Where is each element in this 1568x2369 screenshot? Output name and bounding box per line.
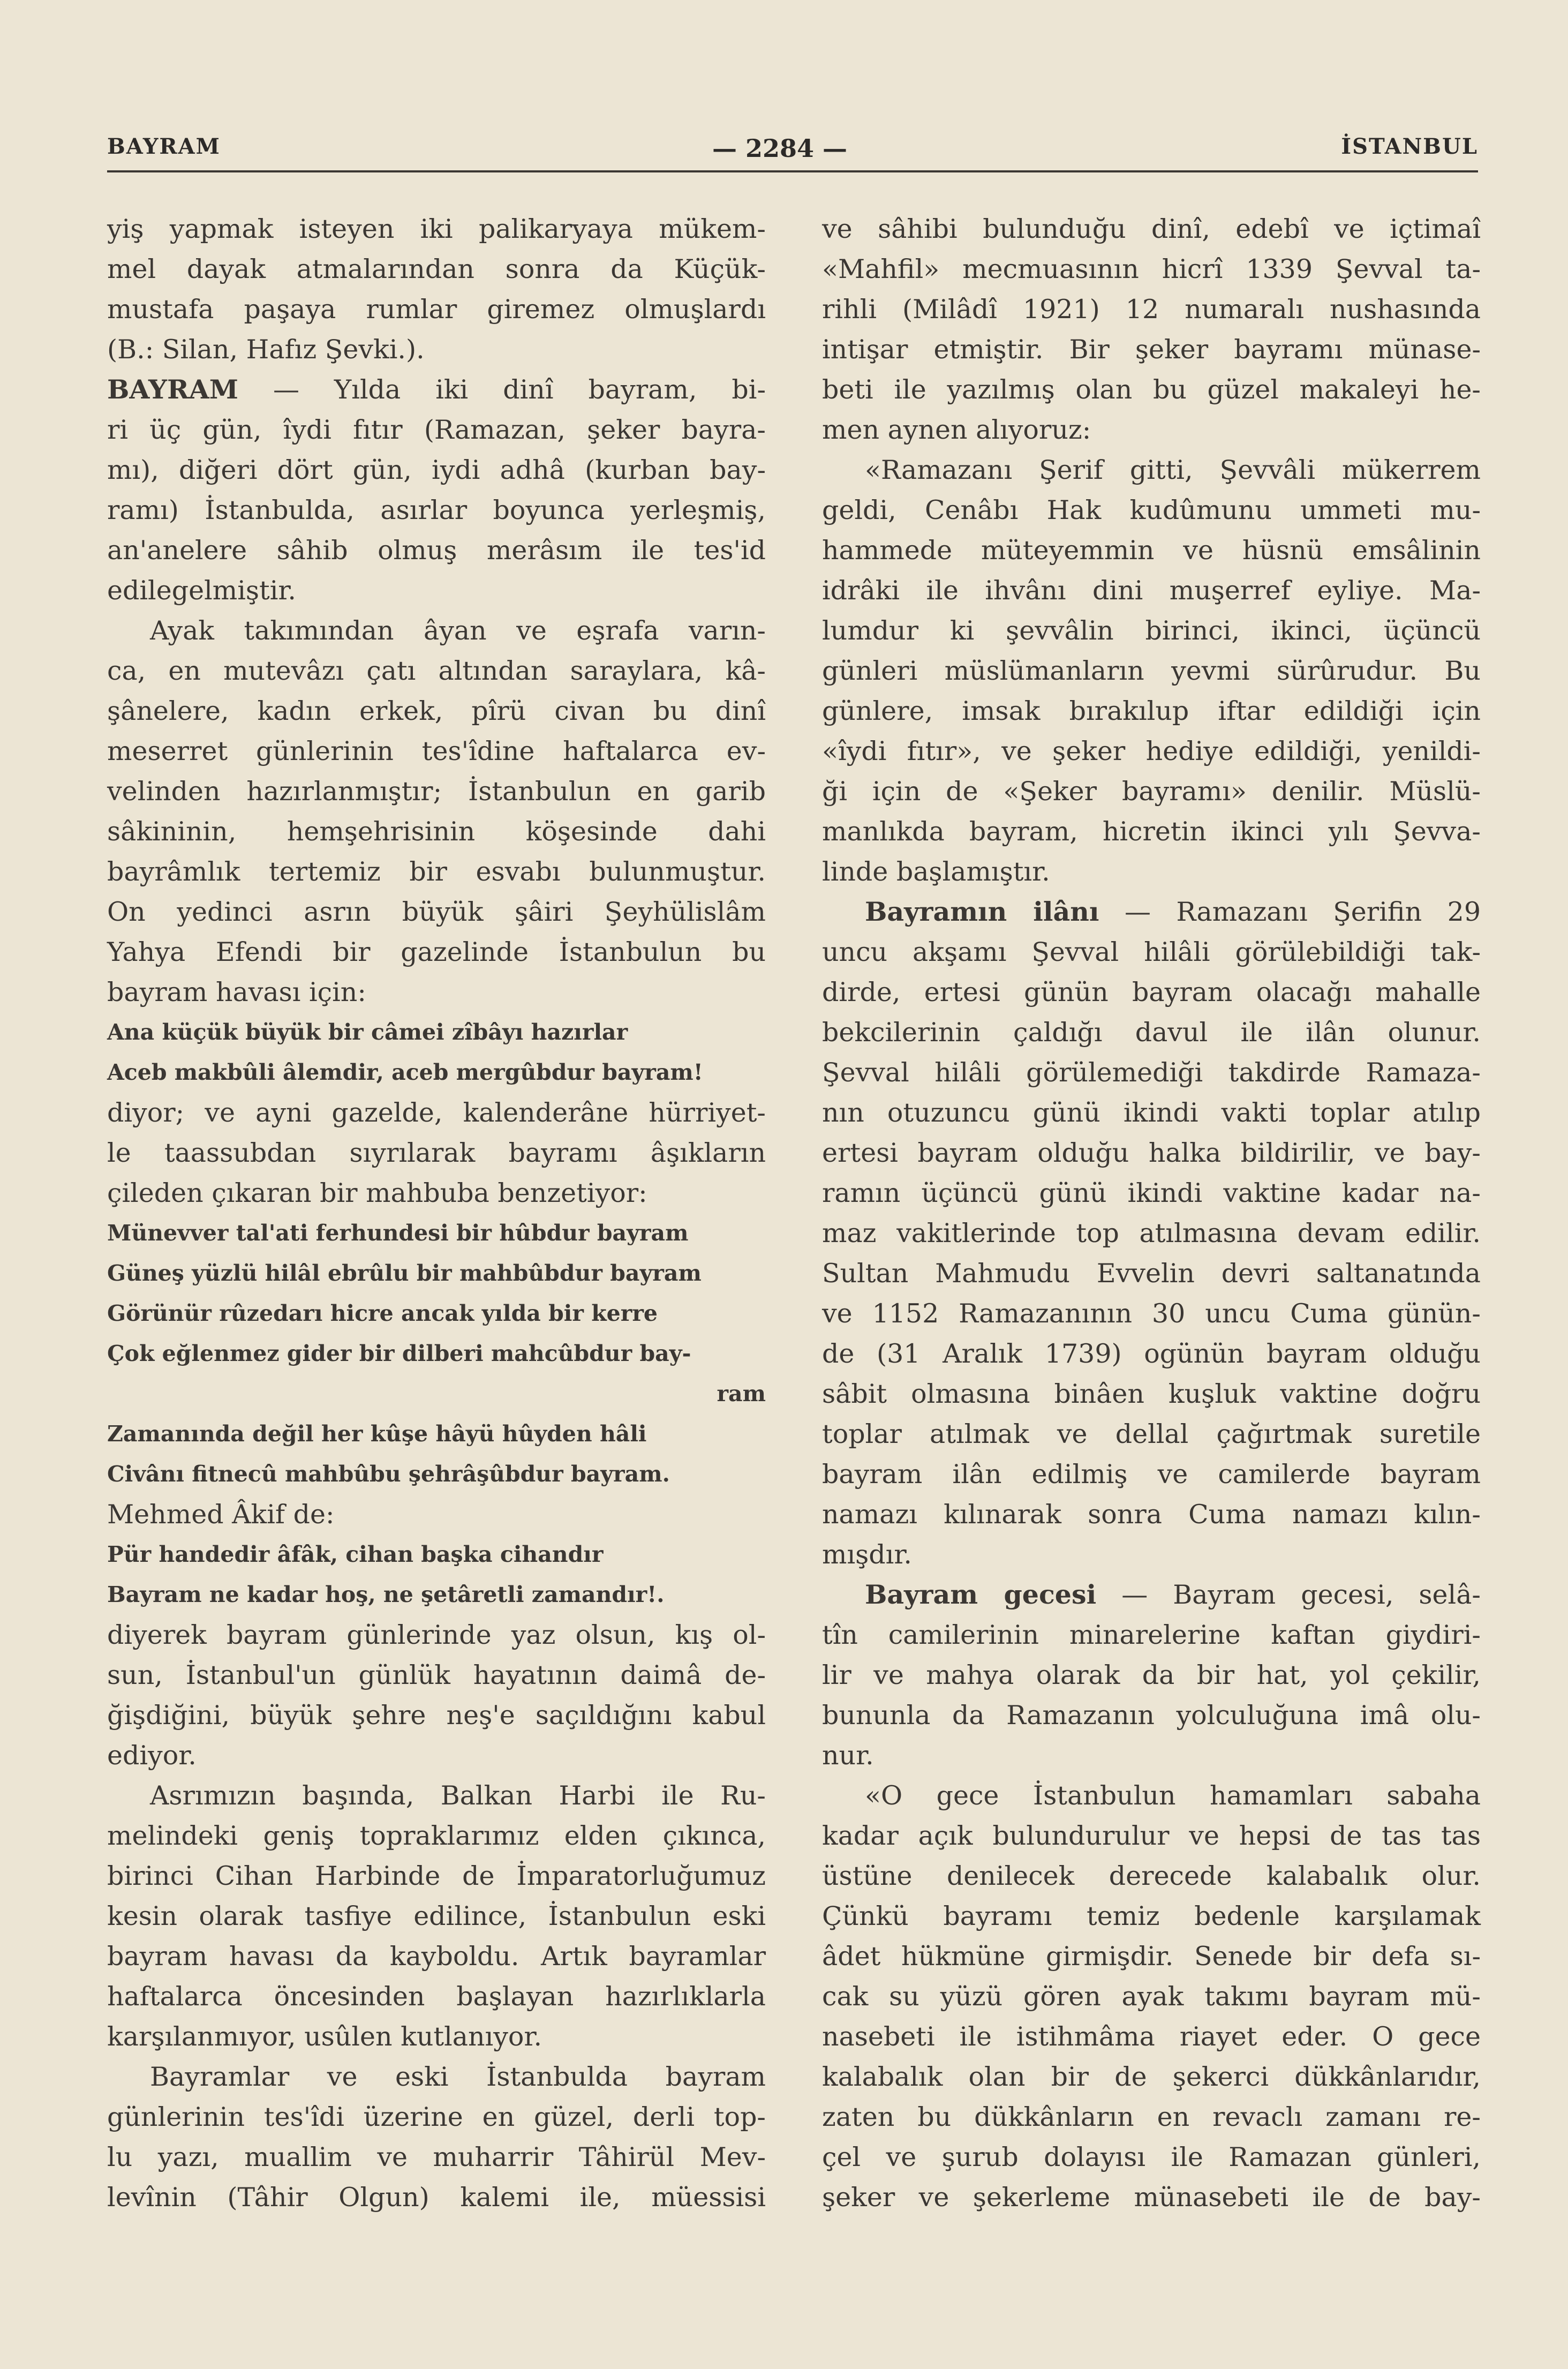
text-line <box>107 1615 766 1655</box>
line-text: «îydi fıtır», ve şeker hediye edildiği, yenildi- <box>822 736 1481 766</box>
line-text: Ayak takımından âyan ve eşrafa varın- <box>150 615 766 646</box>
line-text: diyor; ve ayni gazelde, kalenderâne hürriyet- <box>107 1097 766 1128</box>
line-text: nur. <box>822 1740 874 1771</box>
text-line <box>822 1816 1481 1856</box>
line-text: le taassubdan sıyrılarak bayramı âşıkların <box>107 1138 766 1168</box>
text-line <box>822 249 1481 289</box>
line-text: çel ve şurub dolayısı ile Ramazan günleri, <box>822 2142 1481 2172</box>
line-text: Güneş yüzlü hilâl ebrûlu bir mahbûbdur bayram <box>107 1260 702 1286</box>
text-line <box>822 1896 1481 1936</box>
text-line <box>822 2057 1481 2097</box>
line-text: velinden hazırlanmıştır; İstanbulun en garib <box>107 776 766 807</box>
header-publication-title: İSTANBUL <box>1341 134 1478 159</box>
page-number: — 2284 — <box>712 134 848 163</box>
text-line <box>822 1052 1481 1093</box>
line-text: nasebeti ile istihmâma riayet eder. O gece <box>822 2021 1481 2052</box>
text-line <box>107 2137 766 2177</box>
text-line <box>822 570 1481 611</box>
text-line <box>107 329 766 370</box>
text-line <box>822 1374 1481 1414</box>
line-text: şeker ve şekerleme münasebeti ile de bay- <box>822 2182 1481 2213</box>
text-line <box>107 2057 766 2097</box>
section-heading: Bayramın ilânı <box>865 896 1099 927</box>
text-line <box>107 691 766 731</box>
line-text: Ana küçük büyük bir câmei zîbâyı hazırlar <box>107 1019 628 1045</box>
text-line <box>107 611 766 651</box>
line-text: levînin (Tâhir Olgun) kalemi ile, müessisi <box>107 2182 766 2213</box>
line-text: ve 1152 Ramazanının 30 uncu Cuma günün- <box>822 1298 1481 1329</box>
line-text: cak su yüzü gören ayak takımı bayram mü- <box>822 1981 1481 2012</box>
text-line <box>822 2017 1481 2057</box>
text-line <box>822 1735 1481 1776</box>
text-line <box>107 811 766 852</box>
line-text: linde başlamıştır. <box>822 856 1050 887</box>
line-text: melindeki geniş topraklarımız elden çıkınca, <box>107 1821 766 1851</box>
text-line <box>822 1334 1481 1374</box>
text-line <box>822 611 1481 651</box>
line-text: Mehmed Âkif de: <box>107 1499 335 1530</box>
text-line <box>107 1976 766 2017</box>
text-line <box>822 530 1481 570</box>
line-text: manlıkda bayram, hicretin ikinci yılı Şevva- <box>822 816 1481 847</box>
text-line <box>822 1936 1481 1976</box>
text-line <box>107 570 766 611</box>
text-line <box>822 2097 1481 2137</box>
line-text: Yahya Efendi bir gazelinde İstanbulun bu <box>107 937 766 967</box>
text-line <box>822 731 1481 771</box>
text-line <box>107 1896 766 1936</box>
line-text: «Ramazanı Şerif gitti, Şevvâli mükerrem <box>865 455 1481 485</box>
line-text: ediyor. <box>107 1740 197 1771</box>
text-line <box>822 1575 1481 1615</box>
line-text: On yedinci asrın büyük şâiri Şeyhülislâm <box>107 897 766 927</box>
line-text: meserret günlerinin tes'îdine haftalarca ev- <box>107 736 766 766</box>
text-line <box>107 1655 766 1695</box>
verse-line <box>107 1334 766 1374</box>
line-text: «O gece İstanbulun hamamları sabaha <box>865 1780 1481 1811</box>
text-line <box>107 2177 766 2217</box>
text-line <box>822 1414 1481 1454</box>
text-line <box>107 1133 766 1173</box>
text-line <box>107 932 766 972</box>
text-line <box>107 651 766 691</box>
line-text: mı), diğeri dört gün, iydi adhâ (kurban bay- <box>107 455 766 485</box>
line-text: de (31 Aralık 1739) ogünün bayram olduğu <box>822 1338 1481 1369</box>
line-text: lu yazı, muallim ve muharrir Tâhirül Mev- <box>107 2142 766 2172</box>
text-line <box>822 289 1481 329</box>
line-text: — Bayram gecesi, selâ- <box>1096 1580 1481 1610</box>
line-text: Asrımızın başında, Balkan Harbi ile Ru- <box>150 1780 766 1811</box>
line-text: diyerek bayram günlerinde yaz olsun, kış ol- <box>107 1620 766 1650</box>
line-text: şânelere, kadın erkek, pîrü civan bu dinî <box>107 696 766 726</box>
text-line <box>822 892 1481 932</box>
line-text: mel dayak atmalarından sonra da Küçük- <box>107 254 766 284</box>
line-text: günlerinin tes'îdi üzerine en güzel, derli top- <box>107 2102 766 2132</box>
text-line <box>107 1735 766 1776</box>
text-line <box>107 490 766 530</box>
text-line <box>107 2017 766 2057</box>
line-text: hammede müteyemmin ve hüsnü emsâlinin <box>822 535 1481 566</box>
line-text: birinci Cihan Harbinde de İmparatorluğumuz <box>107 1861 766 1891</box>
text-line <box>822 1856 1481 1896</box>
line-text: ertesi bayram olduğu halka bildirilir, ve bay- <box>822 1138 1481 1168</box>
line-text: ği için de «Şeker bayramı» denilir. Müslü- <box>822 776 1481 807</box>
verse-line <box>107 1253 766 1293</box>
line-text: «Mahfil» mecmuasının hicrî 1339 Şevval ta- <box>822 254 1481 284</box>
text-line <box>822 1976 1481 2017</box>
line-text: kadar açık bulundurulur ve hepsi de tas tas <box>822 1821 1481 1851</box>
line-text: bayrâmlık tertemiz bir esvabı bulunmuştur. <box>107 856 766 887</box>
line-text: mışdır. <box>822 1539 912 1570</box>
line-text: maz vakitlerinde top atılmasına devam edilir. <box>822 1218 1481 1249</box>
line-text: Görünür rûzedarı hicre ancak yılda bir kerre <box>107 1300 658 1326</box>
line-text: rihli (Milâdî 1921) 12 numaralı nushasında <box>822 294 1481 325</box>
verse-line <box>107 1052 766 1093</box>
text-line <box>822 1494 1481 1535</box>
text-line <box>822 1776 1481 1816</box>
text-line <box>822 1133 1481 1173</box>
text-line <box>822 410 1481 450</box>
line-text: intişar etmiştir. Bir şeker bayramı münase- <box>822 334 1481 365</box>
line-text: Bayramlar ve eski İstanbulda bayram <box>150 2062 766 2092</box>
line-text: uncu akşamı Şevval hilâli görülebildiği tak- <box>822 937 1481 967</box>
text-line <box>107 771 766 811</box>
line-text: sâkininin, hemşehrisinin köşesinde dahi <box>107 816 766 847</box>
line-text: Pür handedir âfâk, cihan başka cihandır <box>107 1541 604 1567</box>
right-text-column <box>822 209 1481 2217</box>
line-text: yiş yapmak isteyen iki palikaryaya mükem- <box>107 214 766 244</box>
line-text: tîn camilerinin minarelerine kaftan giydiri- <box>822 1620 1481 1650</box>
section-heading: BAYRAM <box>107 374 238 405</box>
text-line <box>822 1695 1481 1735</box>
text-line <box>822 1454 1481 1494</box>
line-text: Aceb makbûli âlemdir, aceb mergûbdur bayram! <box>107 1059 703 1085</box>
line-text: sun, İstanbul'un günlük hayatının daimâ de- <box>107 1660 766 1690</box>
text-line <box>822 972 1481 1012</box>
line-text: ve sâhibi bulunduğu dinî, edebî ve içtimaî <box>822 214 1481 244</box>
text-line <box>822 1655 1481 1695</box>
text-line <box>107 2097 766 2137</box>
line-text: Çok eğlenmez gider bir dilberi mahcûbdur bay- <box>107 1341 691 1366</box>
line-text: Münevver tal'ati ferhundesi bir hûbdur bayram <box>107 1220 689 1246</box>
text-line <box>822 651 1481 691</box>
verse-line <box>107 1414 766 1454</box>
line-text: Şevval hilâli görülemediği takdirde Ramaza- <box>822 1057 1481 1088</box>
text-line <box>822 1293 1481 1334</box>
line-text: ca, en mutevâzı çatı altından saraylara, kâ- <box>107 656 766 686</box>
text-line <box>107 249 766 289</box>
line-text: bayram ilân edilmiş ve camilerde bayram <box>822 1459 1481 1490</box>
text-line <box>107 892 766 932</box>
line-text: namazı kılınarak sonra Cuma namazı kılın- <box>822 1499 1481 1530</box>
verse-line <box>107 1213 766 1253</box>
line-text: mustafa paşaya rumlar giremez olmuşlardı <box>107 294 766 325</box>
verse-line <box>107 1012 766 1052</box>
line-text: bayram havası da kayboldu. Artık bayramlar <box>107 1941 766 1972</box>
text-line <box>107 450 766 490</box>
line-text: ram <box>717 1381 766 1407</box>
line-text: zaten bu dükkânların en revaclı zamanı re- <box>822 2102 1481 2132</box>
line-text: — Ramazanı Şerifin 29 <box>1099 897 1481 927</box>
text-line <box>822 1615 1481 1655</box>
line-text: bayram havası için: <box>107 977 366 1007</box>
verse-line <box>107 1374 766 1414</box>
line-text: sâbit olmasına binâen kuşluk vaktine doğru <box>822 1379 1481 1409</box>
header-section-title: BAYRAM <box>107 134 221 159</box>
text-line <box>107 1776 766 1816</box>
line-text: edilegelmiştir. <box>107 575 297 606</box>
line-text: bununla da Ramazanın yolculuğuna imâ olu- <box>822 1700 1481 1731</box>
text-line <box>822 2137 1481 2177</box>
text-line <box>822 1213 1481 1253</box>
text-line <box>822 1093 1481 1133</box>
verse-line <box>107 1454 766 1494</box>
text-line <box>107 1173 766 1213</box>
text-line <box>822 1173 1481 1213</box>
line-text: (B.: Silan, Hafız Şevki.). <box>107 334 425 365</box>
text-line <box>822 209 1481 249</box>
text-line <box>107 530 766 570</box>
line-text: haftalarca öncesinden başlayan hazırlıklarla <box>107 1981 766 2012</box>
line-text: Zamanında değil her kûşe hâyü hûyden hâli <box>107 1421 647 1447</box>
line-text: geldi, Cenâbı Hak kudûmunu ummeti mu- <box>822 495 1481 525</box>
line-text: âdet hükmüne girmişdir. Senede bir defa sı- <box>822 1941 1481 1972</box>
text-line <box>822 329 1481 370</box>
verse-line <box>107 1535 766 1575</box>
verse-line <box>107 1575 766 1615</box>
line-text: lir ve mahya olarak da bir hat, yol çekilir, <box>822 1660 1481 1690</box>
line-text: dirde, ertesi günün bayram olacağı mahalle <box>822 977 1481 1007</box>
line-text: Civânı fitnecû mahbûbu şehrâşûbdur bayram. <box>107 1461 670 1487</box>
text-line <box>822 450 1481 490</box>
line-text: günlere, imsak bırakılup iftar edildiği için <box>822 696 1481 726</box>
line-text: çileden çıkaran bir mahbuba benzetiyor: <box>107 1178 647 1208</box>
line-text: ri üç gün, îydi fıtır (Ramazan, şeker bayra- <box>107 415 766 445</box>
text-line <box>107 370 766 410</box>
line-text: an'anelere sâhib olmuş merâsım ile tes'id <box>107 535 766 566</box>
line-text: Çünkü bayramı temiz bedenle karşılamak <box>822 1901 1481 1931</box>
text-line <box>107 1856 766 1896</box>
line-text: karşılanmıyor, usûlen kutlanıyor. <box>107 2021 542 2052</box>
text-line <box>822 1535 1481 1575</box>
line-text: kesin olarak tasfiye edilince, İstanbulun eski <box>107 1901 766 1931</box>
line-text: toplar atılmak ve dellal çağırtmak suretile <box>822 1419 1481 1449</box>
line-text: men aynen alıyoruz: <box>822 415 1091 445</box>
header-rule <box>107 170 1478 172</box>
running-header <box>107 129 1478 171</box>
text-line <box>822 1253 1481 1293</box>
text-line <box>107 410 766 450</box>
line-text: üstüne denilecek derecede kalabalık olur. <box>822 1861 1481 1891</box>
text-line <box>107 1936 766 1976</box>
text-line <box>107 1695 766 1735</box>
line-text: idrâki ile ihvânı dini muşerref eyliye. Ma- <box>822 575 1481 606</box>
line-text: — Yılda iki dinî bayram, bi- <box>238 374 766 405</box>
text-line <box>822 691 1481 731</box>
line-text: Sultan Mahmudu Evvelin devri saltanatında <box>822 1258 1481 1289</box>
text-line <box>107 1816 766 1856</box>
verse-line <box>107 1293 766 1334</box>
line-text: ğişdiğini, büyük şehre neş'e saçıldığını kabul <box>107 1700 766 1731</box>
text-line <box>822 771 1481 811</box>
text-line <box>107 972 766 1012</box>
line-text: Bayram ne kadar hoş, ne şetâretli zamandır!. <box>107 1582 665 1607</box>
line-text: beti ile yazılmış olan bu güzel makaleyi he- <box>822 374 1481 405</box>
text-line <box>822 852 1481 892</box>
line-text: ramın üçüncü günü ikindi vaktine kadar na- <box>822 1178 1481 1208</box>
line-text: ramı) İstanbulda, asırlar boyunca yerleşmiş, <box>107 495 766 525</box>
text-line <box>107 209 766 249</box>
text-line <box>822 370 1481 410</box>
text-line <box>822 2177 1481 2217</box>
text-line <box>822 490 1481 530</box>
text-line <box>107 1093 766 1133</box>
left-text-column <box>107 209 766 2217</box>
text-line <box>107 731 766 771</box>
text-line <box>107 289 766 329</box>
line-text: bekcilerinin çaldığı davul ile ilân olunur. <box>822 1017 1481 1048</box>
line-text: nın otuzuncu günü ikindi vakti toplar atılıp <box>822 1097 1481 1128</box>
line-text: kalabalık olan bir de şekerci dükkânlarıdır, <box>822 2062 1481 2092</box>
text-line <box>822 1012 1481 1052</box>
text-line <box>107 852 766 892</box>
text-line <box>822 811 1481 852</box>
line-text: lumdur ki şevvâlin birinci, ikinci, üçüncü <box>822 615 1481 646</box>
line-text: günleri müslümanların yevmi sürûrudur. Bu <box>822 656 1481 686</box>
text-line <box>822 932 1481 972</box>
section-heading: Bayram gecesi <box>865 1579 1097 1610</box>
text-line <box>107 1494 766 1535</box>
